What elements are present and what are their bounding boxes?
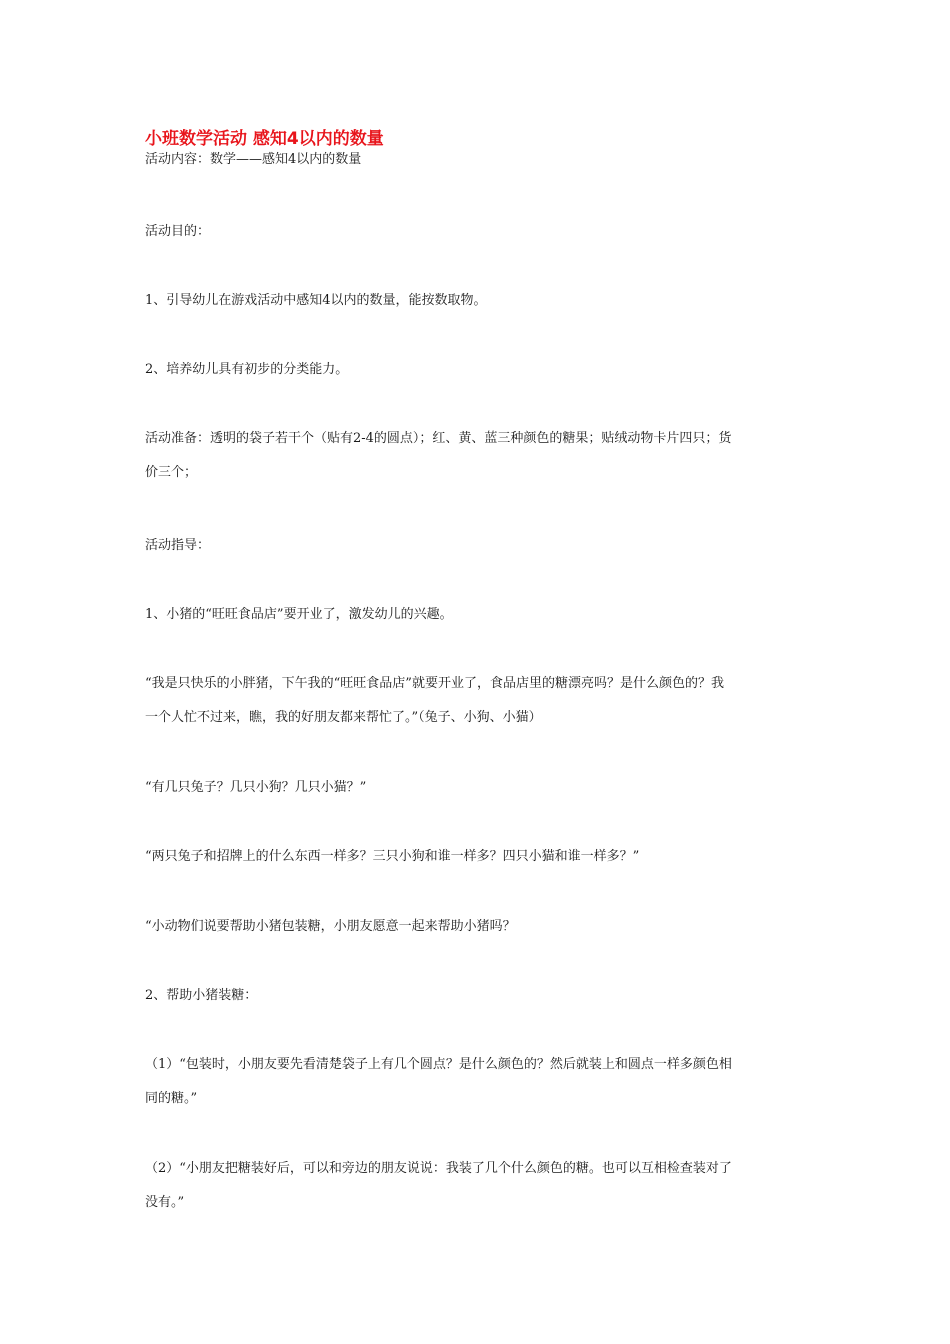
sub-step-1-line-2: 同的糖。” [145, 1091, 198, 1106]
goal-heading: 活动目的： [145, 224, 211, 239]
goal-item-1: 1、引导幼儿在游戏活动中感知4以内的数量，能按数取物。 [145, 293, 487, 308]
content-line: 活动内容：数学——感知4以内的数量 [145, 152, 362, 167]
sub-step-2-line-2: 没有。” [145, 1195, 185, 1210]
sub-step-1-line-1: （1）“包装时，小朋友要先看清楚袋子上有几个圆点？是什么颜色的？然后就装上和圆点一样多颜色相 [145, 1057, 732, 1072]
preparation-line-1: 活动准备：透明的袋子若干个（贴有2-4的圆点）；红、黄、蓝三种颜色的糖果；贴绒动物卡片四只；货 [145, 431, 732, 446]
guide-step-1: 1、小猪的“旺旺食品店”要开业了，激发幼儿的兴趣。 [145, 607, 453, 622]
quote-1-line-1: “我是只快乐的小胖猪，下午我的“旺旺食品店”就要开业了，食品店里的糖漂亮吗？是什么颜色的？我 [145, 676, 724, 691]
preparation-line-2: 价三个； [145, 465, 198, 480]
quote-4: “小动物们说要帮助小猪包装糖，小朋友愿意一起来帮助小猪吗？ [145, 919, 516, 934]
quote-2: “有几只兔子？几只小狗？几只小猫？” [145, 780, 367, 795]
goal-item-2: 2、培养幼儿具有初步的分类能力。 [145, 362, 349, 377]
sub-step-2-line-1: （2）“小朋友把糖装好后，可以和旁边的朋友说说：我装了几个什么颜色的糖。也可以互相检查装对了 [145, 1161, 732, 1176]
guide-heading: 活动指导： [145, 538, 211, 553]
quote-1-line-2: 一个人忙不过来，瞧，我的好朋友都来帮忙了。”（兔子、小狗、小猫） [145, 710, 542, 725]
guide-step-2: 2、帮助小猪装糖： [145, 988, 258, 1003]
quote-3: “两只兔子和招牌上的什么东西一样多？三只小狗和谁一样多？四只小猫和谁一样多？” [145, 849, 640, 864]
document-title: 小班数学活动 感知4以内的数量 [145, 129, 384, 149]
